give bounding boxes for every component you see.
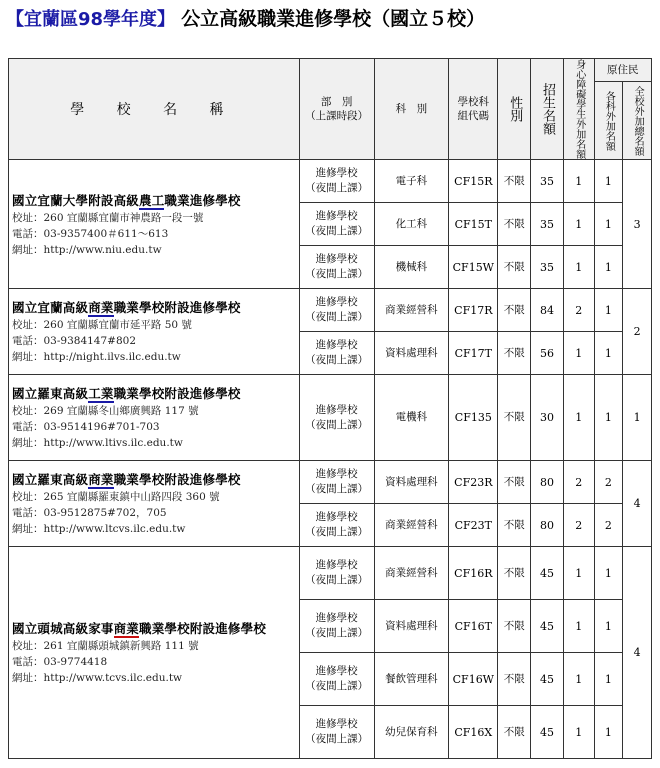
aboriginal-dept-cell: 1 <box>594 375 623 461</box>
school-address: 校址：261 宜蘭縣頭城鎮新興路 111 號 <box>12 640 199 652</box>
division-cell: 進修學校 （夜間上課） <box>299 706 374 759</box>
code-cell: CF16X <box>449 706 498 759</box>
school-info-cell <box>9 461 300 547</box>
aboriginal-dept-cell: 1 <box>594 160 623 203</box>
division-cell: 進修學校 （夜間上課） <box>299 600 374 653</box>
gender-cell: 不限 <box>498 203 531 246</box>
aboriginal-school-total-cell: 1 <box>623 375 652 461</box>
school-address: 校址：265 宜蘭縣羅東鎮中山路四段 360 號 <box>12 491 220 503</box>
gender-cell: 不限 <box>498 504 531 547</box>
school-type-underlined: 商業 <box>88 472 114 487</box>
gender-cell: 不限 <box>498 375 531 461</box>
department-cell: 商業經營科 <box>374 289 449 332</box>
department-cell: 電機科 <box>374 375 449 461</box>
enroll-cell: 84 <box>531 289 564 332</box>
disabled-quota-cell: 2 <box>563 289 594 332</box>
header-code: 學校科 組代碼 <box>449 59 498 160</box>
department-cell: 餐飲管理科 <box>374 653 449 706</box>
enroll-cell: 35 <box>531 160 564 203</box>
school-name: 國立羅東高級商業職業學校附設進修學校 <box>12 472 241 487</box>
gender-cell: 不限 <box>498 547 531 600</box>
aboriginal-dept-cell: 1 <box>594 203 623 246</box>
division-cell: 進修學校 （夜間上課） <box>299 547 374 600</box>
enroll-cell: 35 <box>531 246 564 289</box>
header-abo-dept: 各科外加名額 <box>594 82 623 160</box>
disabled-quota-cell: 1 <box>563 547 594 600</box>
school-info-cell <box>9 547 300 759</box>
school-table <box>8 58 652 759</box>
aboriginal-dept-cell: 1 <box>594 653 623 706</box>
aboriginal-dept-cell: 1 <box>594 600 623 653</box>
code-cell: CF17R <box>449 289 498 332</box>
code-cell: CF16T <box>449 600 498 653</box>
disabled-quota-cell: 2 <box>563 504 594 547</box>
disabled-quota-cell: 1 <box>563 375 594 461</box>
gender-cell: 不限 <box>498 461 531 504</box>
header-disabled: 身心障礙學生外加名額 <box>563 59 594 160</box>
school-info-cell <box>9 289 300 375</box>
school-website: 網址：http://night.ilvs.ilc.edu.tw <box>12 351 181 363</box>
code-cell: CF16R <box>449 547 498 600</box>
department-cell: 資料處理科 <box>374 600 449 653</box>
aboriginal-dept-cell: 1 <box>594 332 623 375</box>
aboriginal-school-total-cell: 4 <box>623 461 652 547</box>
school-name: 國立頭城高級家事商業職業學校附設進修學校 <box>12 621 267 636</box>
gender-cell: 不限 <box>498 160 531 203</box>
aboriginal-dept-cell: 1 <box>594 547 623 600</box>
table-row <box>9 461 652 504</box>
disabled-quota-cell: 2 <box>563 461 594 504</box>
division-cell: 進修學校 （夜間上課） <box>299 246 374 289</box>
school-phone: 電話：03-9774418 <box>12 656 108 668</box>
enroll-cell: 80 <box>531 461 564 504</box>
department-cell: 商業經營科 <box>374 504 449 547</box>
school-address: 校址：260 宜蘭縣宜蘭市延平路 50 號 <box>12 319 192 331</box>
enroll-cell: 80 <box>531 504 564 547</box>
aboriginal-school-total-cell: 3 <box>623 160 652 289</box>
department-cell: 資料處理科 <box>374 332 449 375</box>
header-enroll: 招生名額 <box>531 59 564 160</box>
school-info-cell <box>9 160 300 289</box>
enroll-cell: 30 <box>531 375 564 461</box>
header-school: 學 校 名 稱 <box>9 59 300 160</box>
table-row <box>9 375 652 461</box>
header-gender: 性別 <box>498 59 531 160</box>
code-cell: CF15T <box>449 203 498 246</box>
header-abo-school: 全校外加總名額 <box>623 82 652 160</box>
disabled-quota-cell: 1 <box>563 653 594 706</box>
code-cell: CF23T <box>449 504 498 547</box>
department-cell: 幼兒保育科 <box>374 706 449 759</box>
enroll-cell: 45 <box>531 653 564 706</box>
division-cell: 進修學校 （夜間上課） <box>299 160 374 203</box>
school-type-underlined: 商業 <box>113 621 140 636</box>
table-row <box>9 160 652 203</box>
school-type-underlined: 商業 <box>88 300 114 315</box>
aboriginal-dept-cell: 1 <box>594 246 623 289</box>
code-cell: CF135 <box>449 375 498 461</box>
school-phone: 電話：03-9384147#802 <box>12 335 137 347</box>
division-cell: 進修學校 （夜間上課） <box>299 289 374 332</box>
enroll-cell: 35 <box>531 203 564 246</box>
department-cell: 資料處理科 <box>374 461 449 504</box>
aboriginal-dept-cell: 1 <box>594 706 623 759</box>
school-website: 網址：http://www.niu.edu.tw <box>12 243 162 256</box>
code-cell: CF17T <box>449 332 498 375</box>
code-cell: CF15W <box>449 246 498 289</box>
region-year-tag: 【宜蘭區98學年度】 <box>6 9 176 30</box>
school-type-underlined: 工業 <box>88 386 114 401</box>
school-name: 國立宜蘭高級商業職業學校附設進修學校 <box>12 300 241 315</box>
enroll-cell: 45 <box>531 547 564 600</box>
disabled-quota-cell: 1 <box>563 246 594 289</box>
school-info-cell <box>9 375 300 461</box>
department-cell: 機械科 <box>374 246 449 289</box>
department-cell: 商業經營科 <box>374 547 449 600</box>
enroll-cell: 45 <box>531 706 564 759</box>
division-cell: 進修學校 （夜間上課） <box>299 461 374 504</box>
code-cell: CF23R <box>449 461 498 504</box>
header-division: 部 別 （上課時段） <box>299 59 374 160</box>
school-website: 網址：http://www.ltivs.ilc.edu.tw <box>12 437 183 449</box>
header-aboriginal: 原住民 <box>594 59 651 82</box>
department-cell: 化工科 <box>374 203 449 246</box>
code-cell: CF15R <box>449 160 498 203</box>
school-address: 校址：269 宜蘭縣冬山鄉廣興路 117 號 <box>12 405 199 417</box>
school-address: 校址：260 宜蘭縣宜蘭市神農路一段一號 <box>12 211 204 224</box>
aboriginal-dept-cell: 2 <box>594 504 623 547</box>
gender-cell: 不限 <box>498 332 531 375</box>
department-cell: 電子科 <box>374 160 449 203</box>
school-phone: 電話：03-9357400＃611～613 <box>12 227 169 240</box>
gender-cell: 不限 <box>498 289 531 332</box>
gender-cell: 不限 <box>498 706 531 759</box>
gender-cell: 不限 <box>498 600 531 653</box>
gender-cell: 不限 <box>498 653 531 706</box>
gender-cell: 不限 <box>498 246 531 289</box>
table-row <box>9 289 652 332</box>
enroll-cell: 56 <box>531 332 564 375</box>
disabled-quota-cell: 1 <box>563 706 594 759</box>
division-cell: 進修學校 （夜間上課） <box>299 653 374 706</box>
disabled-quota-cell: 1 <box>563 203 594 246</box>
school-website: 網址：http://www.tcvs.ilc.edu.tw <box>12 672 183 684</box>
code-cell: CF16W <box>449 653 498 706</box>
aboriginal-dept-cell: 1 <box>594 289 623 332</box>
table-row <box>9 547 652 600</box>
school-website: 網址：http://www.ltcvs.ilc.edu.tw <box>12 523 186 535</box>
disabled-quota-cell: 1 <box>563 160 594 203</box>
school-phone: 電話：03-9514196#701-703 <box>12 421 160 433</box>
school-type-underlined: 農工 <box>139 192 165 208</box>
header-department: 科 別 <box>374 59 449 160</box>
school-name: 國立羅東高級工業職業學校附設進修學校 <box>12 386 241 401</box>
division-cell: 進修學校 （夜間上課） <box>299 504 374 547</box>
document-title: 公立高級職業進修學校（國立５校） <box>181 8 486 30</box>
aboriginal-dept-cell: 2 <box>594 461 623 504</box>
enroll-cell: 45 <box>531 600 564 653</box>
aboriginal-school-total-cell: 2 <box>623 289 652 375</box>
division-cell: 進修學校 （夜間上課） <box>299 375 374 461</box>
page-title <box>6 4 485 34</box>
division-cell: 進修學校 （夜間上課） <box>299 332 374 375</box>
aboriginal-school-total-cell: 4 <box>623 547 652 759</box>
disabled-quota-cell: 1 <box>563 600 594 653</box>
school-name: 國立宜蘭大學附設高級農工職業進修學校 <box>12 192 241 208</box>
school-phone: 電話：03-9512875#702，705 <box>12 507 167 519</box>
division-cell: 進修學校 （夜間上課） <box>299 203 374 246</box>
disabled-quota-cell: 1 <box>563 332 594 375</box>
